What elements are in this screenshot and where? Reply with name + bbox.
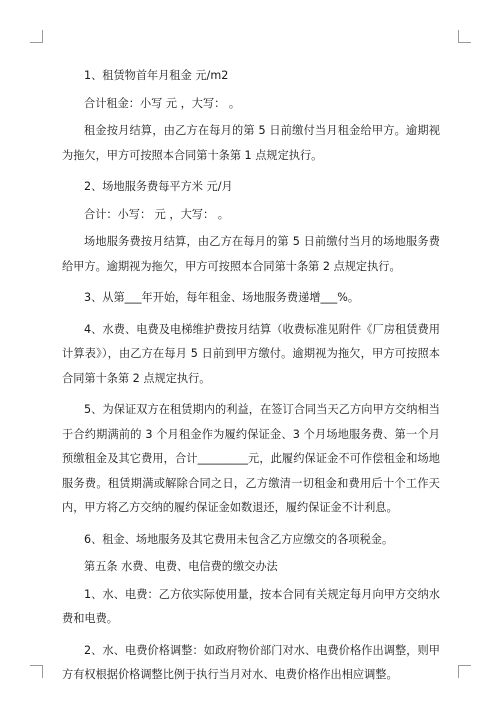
crop-mark-top-left [30,30,43,43]
paragraph-deposit: 5、为保证双方在租赁期内的利益，在签订合同当天乙方向甲方交纳相当于合约期满前的 3 个月租金作为履约保证金、3 个月场地服务费、第一个月预缴租金及其它费用，合计_________元，此履约保证金不可作偿租金和场地服务费。租赁期满或解除合同之日，乙方缴清一切租金和费用后十个工作天内，甲方将乙方交纳的履约保证金如数退还，履约保证金不计利息。 [62,403,440,514]
crop-mark-bottom-left [30,665,43,678]
paragraph-price-adjustment: 2、水、电费价格调整：如政府物价部门对水、电费价格作出调整，则甲方有权根据价格调整比例于执行当月对水、电费价格作出相应调整。 [62,643,440,681]
paragraph-service-fee-total: 合计：小写： 元 ，大写： 。 [84,207,229,221]
paragraph-rent-total: 合计租金：小写 元 ，大写： 。 [84,96,241,110]
paragraph-service-fee-per-sqm: 2、场地服务费每平方米 元/月 [84,180,233,193]
paragraph-rent-per-sqm: 1、租赁物首年月租金 元/m2 [84,69,229,82]
document-body [62,64,440,695]
crop-mark-bottom-right [458,665,471,678]
paragraph-service-fee-settlement: 场地服务费按月结算，由乙方在每月的第 5 日前缴付当月的场地服务费给甲方。逾期视为拖欠，甲方可按照本合同第十条第 2 点规定执行。 [62,235,440,273]
paragraph-annual-increase: 3、从第___年开始，每年租金、场地服务费递增___%。 [84,291,360,304]
paragraph-taxes: 6、租金、场地服务及其它费用未包含乙方应缴交的各项税金。 [84,532,394,546]
section-heading-article-5: 第五条 水费、电费、电信费的缴交办法 [84,560,278,573]
paragraph-water-electricity: 1、水、电费：乙方依实际使用量，按本合同有关规定每月向甲方交纳水费和电费。 [62,587,440,625]
paragraph-utilities-settlement: 4、水费、电费及电梯维护费按月结算（收费标准见附件《厂房租赁费用计算表》），由乙方在每月 5 日前到甲方缴付。逾期视为拖欠，甲方可按照本合同第十条第 2 点规定执行。 [62,322,440,385]
crop-mark-top-right [458,30,471,43]
paragraph-rent-settlement: 租金按月结算，由乙方在每月的第 5 日前缴付当月租金给甲方。逾期视为拖欠，甲方可按照本合同第十条第 1 点规定执行。 [62,124,440,162]
